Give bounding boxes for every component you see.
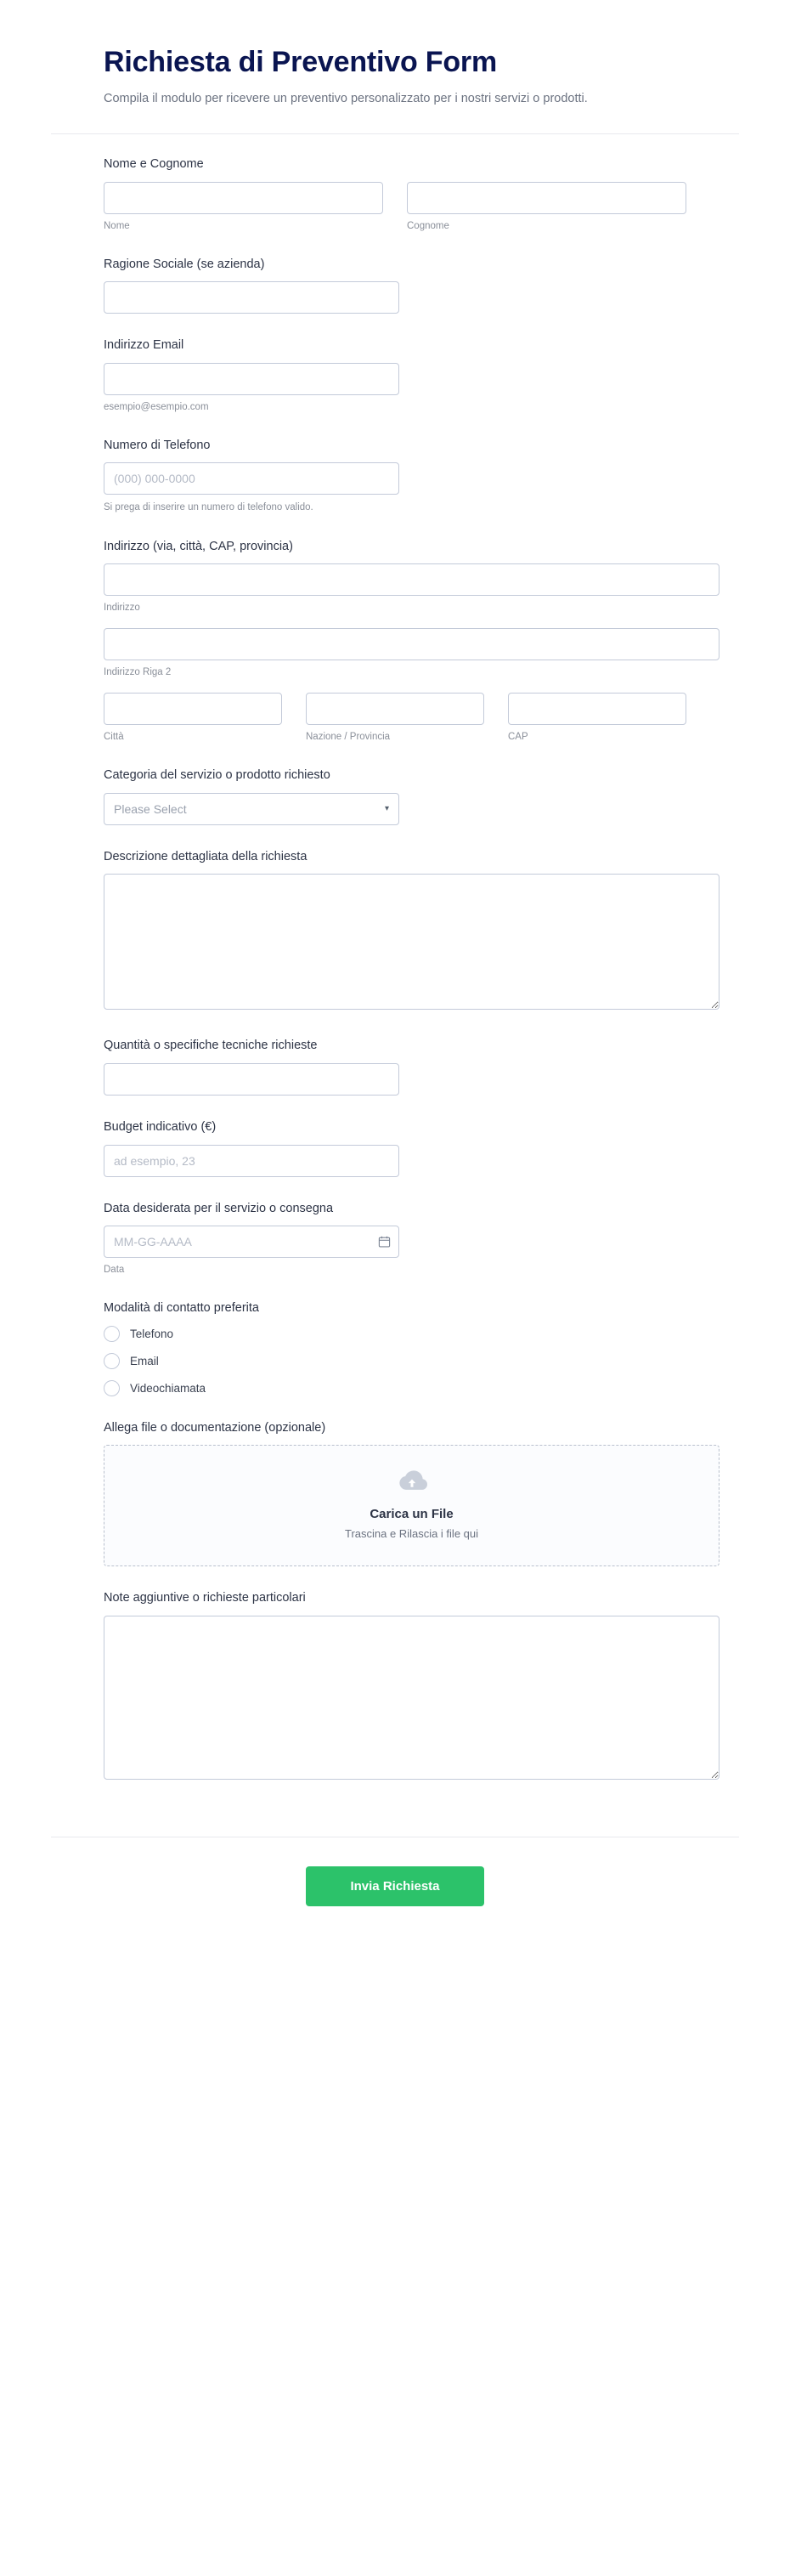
contact-method-radio-group: [104, 1326, 686, 1396]
cloud-upload-icon: [393, 1468, 431, 1497]
field-quantity: [104, 1038, 686, 1096]
address-zip-input[interactable]: [508, 693, 686, 725]
radio-label-email: Email: [130, 1354, 159, 1367]
company-name-group: [104, 281, 399, 314]
address-zip-group: [508, 693, 686, 744]
radio-label-phone: Telefono: [130, 1327, 174, 1340]
last-name-sublabel: Cognome: [407, 220, 449, 231]
field-date: [104, 1201, 686, 1277]
address-city-sublabel: Città: [104, 732, 124, 743]
address-street-sublabel: Indirizzo: [104, 603, 140, 614]
field-category: [104, 767, 686, 825]
email-input[interactable]: [104, 363, 399, 395]
notes-textarea[interactable]: [104, 1616, 719, 1780]
field-phone: [104, 438, 686, 515]
description-textarea[interactable]: [104, 874, 719, 1010]
field-notes: [104, 1590, 686, 1784]
category-select[interactable]: [104, 793, 399, 825]
submit-button[interactable]: Invia Richiesta: [306, 1866, 484, 1906]
notes-group: [104, 1616, 719, 1784]
address-state-group: [306, 693, 484, 744]
chevron-down-icon: ▾: [384, 803, 389, 813]
category-select-wrap: [104, 793, 399, 825]
address-zip-sublabel: CAP: [508, 732, 528, 743]
field-label-notes: Note aggiuntive o richieste particolari: [104, 1591, 306, 1605]
quantity-group: [104, 1063, 399, 1096]
field-label-file-upload: Allega file o documentazione (opzionale): [104, 1420, 326, 1435]
radio-circle-icon[interactable]: [104, 1353, 120, 1369]
field-company-name: [104, 257, 686, 314]
page-title: Richiesta di Preventivo Form: [104, 46, 497, 78]
phone-hint: Si prega di inserire un numero di telefono valido.: [104, 502, 313, 513]
dropzone-title: Carica un File: [370, 1507, 454, 1522]
address-street2-sublabel: Indirizzo Riga 2: [104, 667, 172, 678]
page-subtitle: Compila il modulo per ricevere un preventivo personalizzato per i nostri servizi o prodotti.: [104, 91, 588, 105]
budget-input[interactable]: [104, 1145, 399, 1177]
date-input[interactable]: [104, 1226, 399, 1258]
form-footer: [51, 1837, 739, 1957]
field-email: [104, 337, 686, 414]
field-contact-method: [104, 1300, 686, 1396]
company-name-input[interactable]: [104, 281, 399, 314]
field-budget: [104, 1119, 686, 1177]
field-label-address: Indirizzo (via, città, CAP, provincia): [104, 539, 293, 553]
date-group: [104, 1226, 399, 1258]
last-name-group: [407, 182, 686, 233]
field-label-quantity: Quantità o specifiche tecniche richieste: [104, 1039, 318, 1053]
form-header: [51, 0, 739, 133]
field-label-phone: Numero di Telefono: [104, 438, 211, 452]
field-address: [104, 539, 686, 744]
address-state-sublabel: Nazione / Provincia: [306, 732, 391, 743]
address-street2-input[interactable]: [104, 628, 719, 660]
radio-option-email[interactable]: [104, 1353, 686, 1369]
field-label-company-name: Ragione Sociale (se azienda): [104, 257, 265, 271]
last-name-input[interactable]: [407, 182, 686, 214]
field-file-upload: [104, 1420, 686, 1567]
dropzone-subtitle: Trascina e Rilascia i file qui: [344, 1527, 479, 1541]
address-state-input[interactable]: [306, 693, 484, 725]
calendar-icon[interactable]: [378, 1236, 391, 1248]
address-city-input[interactable]: [104, 693, 282, 725]
file-dropzone[interactable]: [104, 1445, 719, 1566]
field-label-full-name: Nome e Cognome: [104, 156, 204, 171]
field-label-email: Indirizzo Email: [104, 338, 184, 353]
form-fields: [51, 134, 739, 1816]
field-full-name: [104, 156, 686, 233]
radio-option-video-call[interactable]: [104, 1380, 686, 1396]
field-description: [104, 849, 686, 1015]
radio-circle-icon[interactable]: [104, 1380, 120, 1396]
email-group: [104, 363, 399, 414]
address-city-group: [104, 693, 282, 744]
address-street2-group: [104, 628, 719, 679]
first-name-input[interactable]: [104, 182, 383, 214]
phone-group: [104, 462, 399, 514]
radio-label-video-call: Videochiamata: [130, 1381, 206, 1395]
radio-option-phone[interactable]: [104, 1326, 686, 1342]
address-city-row: [104, 693, 686, 744]
date-sublabel: Data: [104, 1265, 125, 1276]
phone-input[interactable]: [104, 462, 399, 495]
name-row: [104, 182, 686, 233]
first-name-group: [104, 182, 383, 233]
field-label-budget: Budget indicativo (€): [104, 1120, 217, 1135]
budget-group: [104, 1145, 399, 1177]
email-sublabel: esempio@esempio.com: [104, 401, 209, 412]
quantity-input[interactable]: [104, 1063, 399, 1096]
form-container: [51, 0, 739, 1957]
field-label-date: Data desiderata per il servizio o consegna: [104, 1201, 334, 1215]
field-label-category: Categoria del servizio o prodotto richiesto: [104, 768, 330, 783]
field-label-contact-method: Modalità di contatto preferita: [104, 1301, 259, 1316]
description-group: [104, 874, 719, 1014]
address-street-input[interactable]: [104, 563, 719, 596]
first-name-sublabel: Nome: [104, 220, 130, 231]
radio-circle-icon[interactable]: [104, 1326, 120, 1342]
address-street-group: [104, 563, 719, 614]
field-label-description: Descrizione dettagliata della richiesta: [104, 849, 308, 863]
